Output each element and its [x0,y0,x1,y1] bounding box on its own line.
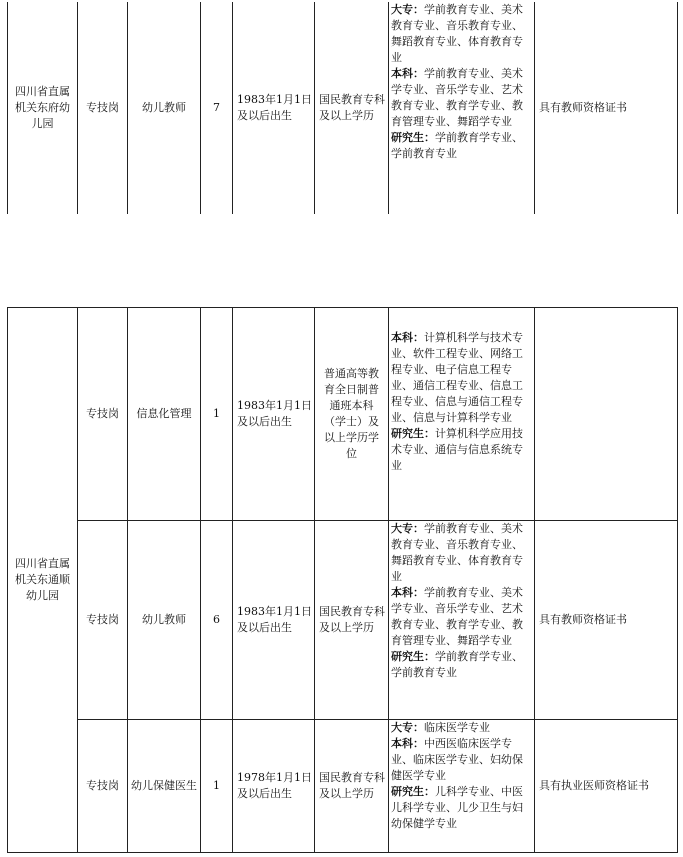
post-type-cell: 专技岗 [78,308,128,521]
education-cell: 国民教育专科及以上学历 [315,2,389,214]
education-cell: 普通高等教育全日制普通班本科（学士）及以上学历学位 [315,308,389,521]
other-requirements-cell: 具有执业医师资格证书 [535,720,678,853]
recruitment-table-1 [7,2,678,214]
major-level-label: 大专： [391,721,424,734]
unit-cell: 四川省直属机关东府幼儿园 [8,2,78,214]
majors-cell [389,720,535,853]
post-name-cell: 幼儿教师 [128,2,201,214]
major-text: 计算机科学与技术专业、软件工程专业、网络工程专业、电子信息工程专业、通信工程专业、信息工程专业、信息与通信工程专业、信息与计算科学专业 [391,331,523,424]
major-level-label: 大专： [391,522,424,535]
major-text: 学前教育专业、美术教育专业、音乐教育专业、舞蹈教育专业、体育教育专业 [391,522,523,583]
major-text: 计算机科学应用技术专业、通信与信息系统专业 [391,427,523,472]
post-name-cell: 信息化管理 [128,308,201,521]
count-cell: 1 [201,720,233,853]
major-group [391,330,532,426]
unit-cell: 四川省直属机关东通顺幼儿园 [8,308,78,853]
post-name-cell: 幼儿保健医生 [128,720,201,853]
age-cell: 1983年1月1日及以后出生 [233,2,315,214]
table-row [8,2,678,214]
major-level-label: 研究生： [391,427,435,440]
major-level-label: 本科： [391,737,424,750]
major-group [391,736,532,784]
major-group [391,2,532,66]
post-type-cell: 专技岗 [78,2,128,214]
other-requirements-cell: 具有教师资格证书 [535,2,678,214]
major-group [391,784,532,832]
major-level-label: 研究生： [391,650,435,663]
education-cell: 国民教育专科及以上学历 [315,521,389,720]
major-text: 学前教育专业、美术学专业、音乐学专业、艺术教育专业、教育学专业、教育管理专业、舞蹈学专业 [391,586,523,647]
post-type-cell: 专技岗 [78,521,128,720]
major-text: 临床医学专业 [424,721,490,734]
major-group [391,130,532,162]
post-name-cell: 幼儿教师 [128,521,201,720]
post-type-cell: 专技岗 [78,720,128,853]
major-level-label: 本科： [391,586,424,599]
major-level-label: 本科： [391,331,424,344]
major-level-label: 大专： [391,3,424,16]
other-requirements-cell [535,308,678,521]
table-row [8,720,678,853]
major-group [391,521,532,585]
major-group [391,426,532,474]
major-text: 中西医临床医学专业、临床医学专业、妇幼保健医学专业 [391,737,523,782]
count-cell: 1 [201,308,233,521]
recruitment-table-2 [7,307,678,853]
age-cell: 1983年1月1日及以后出生 [233,521,315,720]
majors-cell [389,521,535,720]
major-group [391,649,532,681]
majors-cell [389,308,535,521]
major-text: 学前教育学专业、学前教育专业 [391,131,523,160]
count-cell: 6 [201,521,233,720]
major-text: 学前教育学专业、学前教育专业 [391,650,523,679]
age-cell: 1983年1月1日及以后出生 [233,308,315,521]
major-level-label: 本科： [391,67,424,80]
major-text: 儿科学专业、中医儿科学专业、儿少卫生与妇幼保健学专业 [391,785,523,830]
major-text: 学前教育专业、美术教育专业、音乐教育专业、舞蹈教育专业、体育教育专业 [391,3,523,64]
major-group [391,720,532,736]
major-group [391,585,532,649]
table-row [8,521,678,720]
major-level-label: 研究生： [391,785,435,798]
major-level-label: 研究生： [391,131,435,144]
other-requirements-cell: 具有教师资格证书 [535,521,678,720]
major-group [391,66,532,130]
age-cell: 1978年1月1日及以后出生 [233,720,315,853]
count-cell: 7 [201,2,233,214]
majors-cell [389,2,535,214]
education-cell: 国民教育专科及以上学历 [315,720,389,853]
table-row [8,308,678,521]
major-text: 学前教育专业、美术学专业、音乐学专业、艺术教育专业、教育学专业、教育管理专业、舞蹈学专业 [391,67,523,128]
